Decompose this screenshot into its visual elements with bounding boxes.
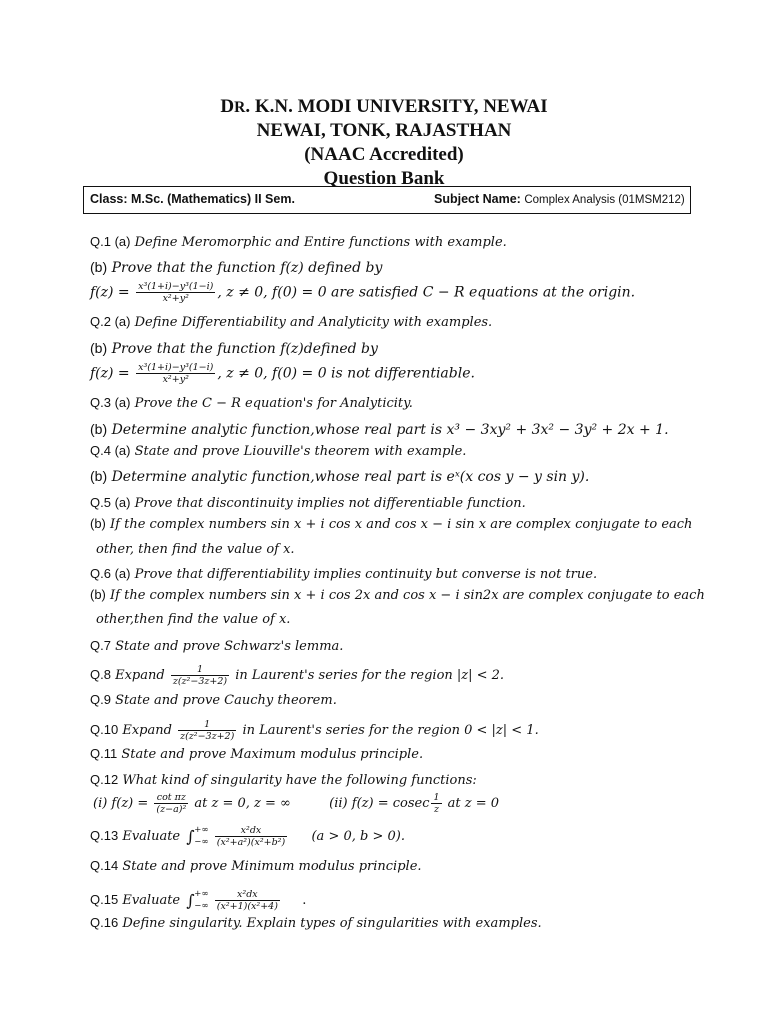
question-4b	[90, 468, 589, 486]
numerator: x³(1+i)−y³(1−i)	[138, 362, 214, 373]
question-1b	[90, 259, 382, 277]
question-2b	[90, 340, 378, 358]
question-6a	[90, 565, 597, 583]
question-1b-formula	[90, 281, 635, 304]
question-5b-cont	[96, 541, 295, 558]
question-6b	[90, 586, 705, 604]
question-7	[90, 637, 343, 655]
lower-limit: −∞	[194, 901, 209, 911]
numerator: x³(1+i)−y³(1−i)	[138, 281, 214, 292]
fraction	[215, 889, 280, 912]
question-2a	[90, 313, 492, 331]
question-9	[90, 691, 337, 709]
q-text: State and prove Maximum modulus principle.	[121, 747, 424, 762]
formula-tail: , z ≠ 0, f(0) = 0 are satisfied C − R equations at the origin.	[217, 284, 636, 301]
q-label: (b)	[90, 259, 108, 275]
q-label: Q.10	[90, 722, 119, 737]
fraction	[431, 792, 441, 815]
upper-limit: +∞	[194, 825, 209, 835]
q-text: Define Differentiability and Analyticity with examples.	[134, 315, 493, 330]
q-label: Q.12	[90, 772, 119, 787]
q-text: Prove that the function f(z) defined by	[111, 260, 383, 276]
subject-value: Complex Analysis (01MSM212)	[524, 194, 685, 206]
q-text: State and prove Schwarz's lemma.	[115, 639, 344, 654]
q-text: Prove the C − R equation's for Analyticity.	[134, 396, 413, 411]
q-label: (b)	[90, 516, 106, 531]
q-label: (b)	[90, 421, 108, 437]
question-3b	[90, 421, 669, 439]
q-text: Evaluate	[122, 893, 181, 908]
upper-limit: +∞	[194, 889, 209, 899]
question-13	[90, 825, 405, 848]
fraction	[215, 825, 287, 848]
q-label: (b)	[90, 340, 108, 356]
q-text: If the complex numbers sin x + i cos 2x and cos x − i sin2x are complex conjugate to each	[110, 588, 705, 603]
question-5a	[90, 494, 526, 512]
question-5b	[90, 515, 692, 533]
q-text: State and prove Liouville's theorem with example.	[134, 444, 467, 459]
q-text: What kind of singularity have the following functions:	[122, 773, 477, 788]
question-12	[90, 771, 477, 789]
header-initial-small: R	[234, 99, 246, 116]
question-4a	[90, 442, 466, 460]
denominator: z	[434, 804, 440, 815]
formula-lhs: f(z) =	[90, 284, 135, 301]
q-text: in Laurent's series for the region 0 < |z| < 1.	[242, 723, 539, 738]
q-text: State and prove Cauchy theorem.	[115, 693, 337, 708]
question-10	[90, 719, 539, 742]
q-text: Determine analytic function,whose real part is x³ − 3xy² + 3x² − 3y² + 2x + 1.	[111, 422, 669, 438]
q-text: other, then find the value of x.	[96, 542, 295, 557]
university-name	[0, 95, 768, 120]
fraction	[171, 664, 229, 687]
numerator: 1	[171, 664, 229, 676]
part-i: (i) f(z) =	[93, 796, 153, 811]
q-text: Define Meromorphic and Entire functions with example.	[134, 235, 507, 250]
fraction	[136, 362, 215, 385]
q-label: (b)	[90, 468, 108, 484]
conditions: (a > 0, b > 0).	[311, 829, 405, 844]
q-text: Prove that the function f(z)defined by	[111, 341, 378, 357]
document-title: Question Bank	[323, 168, 445, 189]
question-6b-cont	[96, 611, 290, 628]
question-15	[90, 889, 306, 912]
denominator: x²+y²	[162, 293, 189, 304]
q-text: State and prove Minimum modulus principle.	[122, 859, 422, 874]
question-2b-formula	[90, 362, 475, 385]
question-12-parts	[93, 792, 499, 815]
q-label: Q.15	[90, 892, 119, 907]
question-3a	[90, 394, 413, 412]
q-text: other,then find the value of x.	[96, 612, 291, 627]
denominator: z(z²−3z+2)	[172, 676, 228, 687]
denominator: (x²+a²)(x²+b²)	[216, 837, 286, 848]
question-1a	[90, 233, 507, 251]
denominator: (z−a)²	[156, 804, 187, 815]
subject-label: Subject Name:	[434, 192, 521, 206]
q-label: Q.13	[90, 828, 119, 843]
integral-sign: ∫ +∞ −∞	[186, 892, 194, 909]
denominator: (x²+1)(x²+4)	[216, 901, 278, 912]
q-text: Expand	[115, 668, 165, 683]
part-ii-tail: at z = 0	[443, 796, 500, 811]
q-label: Q.5 (a)	[90, 495, 131, 510]
part-i-tail: at z = 0, z = ∞	[190, 796, 291, 811]
numerator: 1	[178, 719, 236, 731]
formula-tail: , z ≠ 0, f(0) = 0 is not differentiable.	[217, 365, 475, 382]
q-text: If the complex numbers sin x + i cos x and cos x − i sin x are complex conjugate to each	[110, 517, 693, 532]
denominator: x²+y²	[162, 374, 189, 385]
q-label: Q.14	[90, 858, 119, 873]
terminal-period: .	[302, 893, 307, 908]
q-text: Determine analytic function,whose real part is eˣ(x cos y − y sin y).	[111, 469, 590, 485]
q-text: Evaluate	[122, 829, 181, 844]
q-text: in Laurent's series for the region |z| < 2.	[235, 668, 505, 683]
denominator: z(z²−3z+2)	[180, 731, 235, 742]
lower-limit: −∞	[194, 837, 209, 847]
q-label: Q.3 (a)	[90, 395, 131, 410]
fraction	[154, 792, 188, 815]
question-11	[90, 745, 423, 763]
q-label: Q.9	[90, 692, 111, 707]
fraction	[136, 281, 215, 304]
q-label: Q.11	[90, 746, 118, 761]
numerator: x²dx	[215, 825, 287, 837]
class-label: Class: M.Sc. (Mathematics) II Sem.	[90, 192, 295, 206]
q-label: Q.16	[90, 915, 119, 930]
question-14	[90, 857, 422, 875]
fraction	[178, 719, 236, 742]
q-text: Prove that discontinuity implies not differentiable function.	[134, 496, 526, 511]
q-text: Define singularity. Explain types of singularities with examples.	[122, 916, 542, 931]
q-label: (b)	[90, 587, 106, 602]
header-rest: . K.N. MODI UNIVERSITY, NEWAI	[245, 96, 548, 117]
question-8	[90, 664, 504, 687]
question-16	[90, 914, 542, 932]
university-location: NEWAI, TONK, RAJASTHAN	[256, 120, 512, 141]
q-text: Prove that differentiability implies continuity but converse is not true.	[134, 567, 598, 582]
q-label: Q.2 (a)	[90, 314, 131, 329]
q-label: Q.6 (a)	[90, 566, 131, 581]
q-text: Expand	[122, 723, 172, 738]
subject-name	[434, 192, 685, 206]
integral-sign: ∫ +∞ −∞	[186, 828, 194, 845]
numerator: x²dx	[215, 889, 280, 901]
q-label: Q.1 (a)	[90, 234, 131, 249]
numerator: cot πz	[154, 792, 188, 804]
class-subject-box	[83, 186, 691, 214]
q-label: Q.4 (a)	[90, 443, 131, 458]
q-label: Q.7	[90, 638, 111, 653]
q-label: Q.8	[90, 667, 111, 682]
accreditation: (NAAC Accredited)	[304, 144, 464, 165]
part-ii: (ii) f(z) = cosec	[329, 796, 430, 811]
formula-lhs: f(z) =	[90, 365, 135, 382]
numerator: 1	[433, 792, 440, 803]
header-initial: D	[220, 96, 235, 117]
